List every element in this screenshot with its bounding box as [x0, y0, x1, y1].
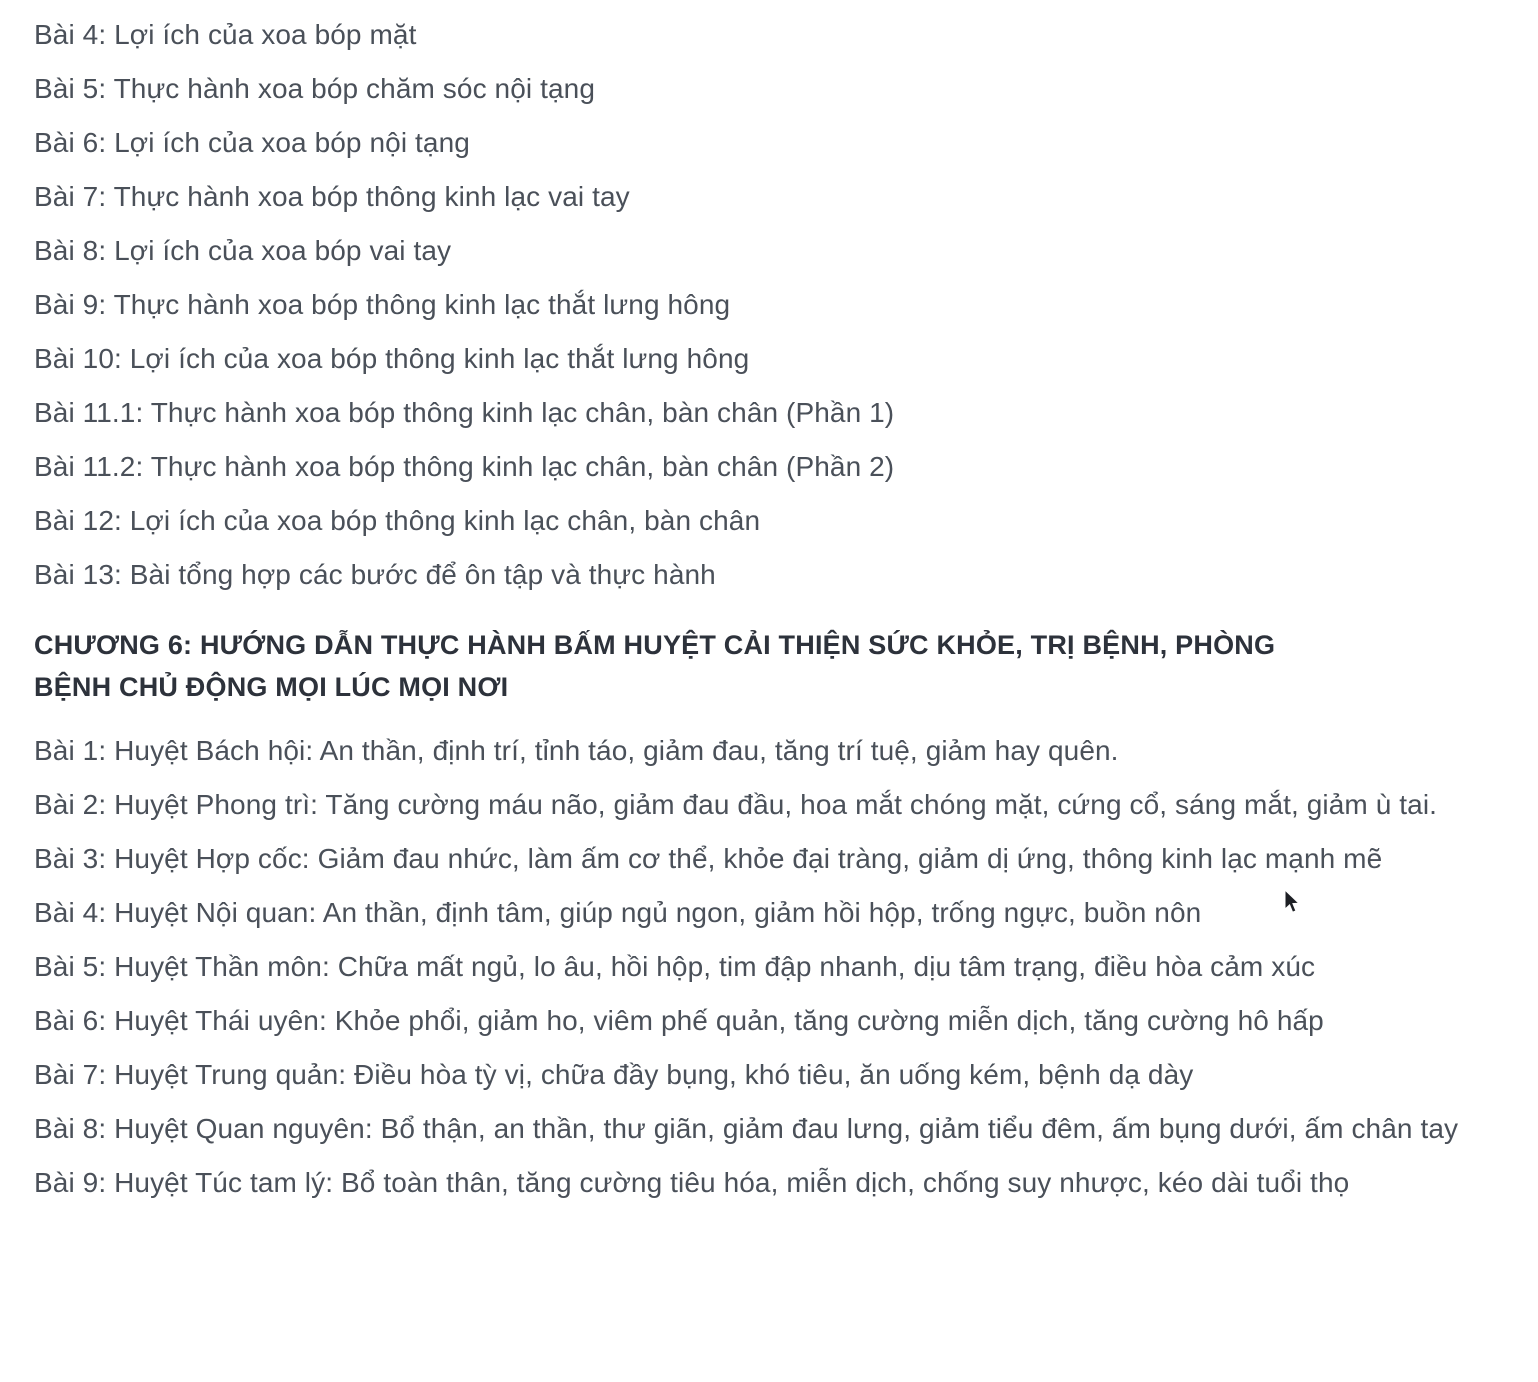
list-item: Bài 9: Huyệt Túc tam lý: Bổ toàn thân, tăng cường tiêu hóa, miễn dịch, chống suy nhược, kéo dài tuổi thọ	[34, 1167, 1350, 1198]
list-item: Bài 13: Bài tổng hợp các bước để ôn tập và thực hành	[34, 559, 716, 590]
list-item: Bài 9: Thực hành xoa bóp thông kinh lạc thắt lưng hông	[34, 289, 731, 320]
lesson-list-top	[34, 8, 1504, 602]
list-item: Bài 4: Huyệt Nội quan: An thần, định tâm, giúp ngủ ngon, giảm hồi hộp, trống ngực, buồn nôn	[34, 897, 1202, 928]
list-item: Bài 6: Lợi ích của xoa bóp nội tạng	[34, 127, 470, 158]
list-item: Bài 8: Huyệt Quan nguyên: Bổ thận, an thần, thư giãn, giảm đau lưng, giảm tiểu đêm, ấm bụng dưới, ấm chân tay	[34, 1113, 1459, 1144]
list-item: Bài 2: Huyệt Phong trì: Tăng cường máu não, giảm đau đầu, hoa mắt chóng mặt, cứng cổ, sáng mắt, giảm ù tai.	[34, 789, 1438, 820]
list-item: Bài 8: Lợi ích của xoa bóp vai tay	[34, 235, 452, 266]
list-item: Bài 5: Huyệt Thần môn: Chữa mất ngủ, lo âu, hồi hộp, tim đập nhanh, dịu tâm trạng, điều hòa cảm xúc	[34, 951, 1316, 982]
lesson-list-chapter6	[34, 724, 1504, 1210]
list-item: Bài 7: Huyệt Trung quản: Điều hòa tỳ vị, chữa đầy bụng, khó tiêu, ăn uống kém, bệnh dạ dày	[34, 1059, 1194, 1090]
list-item: Bài 11.1: Thực hành xoa bóp thông kinh lạc chân, bàn chân (Phần 1)	[34, 397, 895, 428]
list-item: Bài 6: Huyệt Thái uyên: Khỏe phổi, giảm ho, viêm phế quản, tăng cường miễn dịch, tăng cường hô hấp	[34, 1005, 1324, 1036]
list-item: Bài 10: Lợi ích của xoa bóp thông kinh lạc thắt lưng hông	[34, 343, 750, 374]
list-item: Bài 1: Huyệt Bách hội: An thần, định trí, tỉnh táo, giảm đau, tăng trí tuệ, giảm hay quên.	[34, 735, 1119, 766]
list-item: Bài 4: Lợi ích của xoa bóp mặt	[34, 19, 417, 50]
list-item: Bài 11.2: Thực hành xoa bóp thông kinh lạc chân, bàn chân (Phần 2)	[34, 451, 895, 482]
list-item: Bài 12: Lợi ích của xoa bóp thông kinh lạc chân, bàn chân	[34, 505, 761, 536]
chapter-heading: CHƯƠNG 6: HƯỚNG DẪN THỰC HÀNH BẤM HUYỆT CẢI THIỆN SỨC KHỎE, TRỊ BỆNH, PHÒNG BỆNH CHỦ ĐỘNG MỌI LÚC MỌI NƠI	[34, 630, 1276, 702]
list-item: Bài 3: Huyệt Hợp cốc: Giảm đau nhức, làm ấm cơ thể, khỏe đại tràng, giảm dị ứng, thông kinh lạc mạnh mẽ	[34, 843, 1383, 874]
list-item: Bài 7: Thực hành xoa bóp thông kinh lạc vai tay	[34, 181, 630, 212]
list-item: Bài 5: Thực hành xoa bóp chăm sóc nội tạng	[34, 73, 596, 104]
